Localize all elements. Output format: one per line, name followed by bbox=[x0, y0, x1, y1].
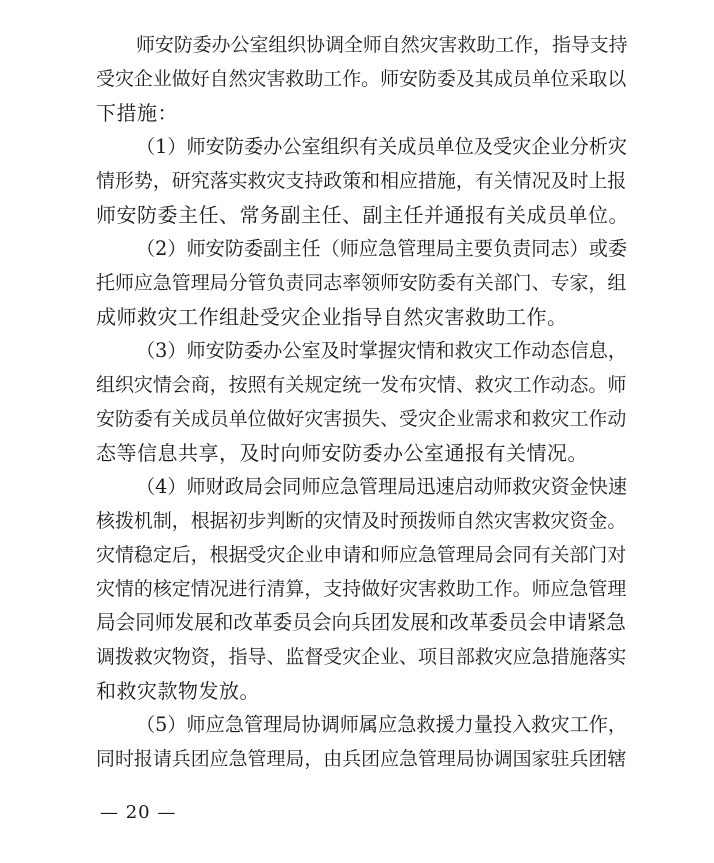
text-line: 师安防委办公室组织协调全师自然灾害救助工作，指导支持 bbox=[136, 34, 628, 56]
text-line: 调拨救灾物资，指导、监督受灾企业、项目部救灾应急措施落实 bbox=[96, 646, 627, 668]
text-line: 组织灾情会商，按照有关规定统一发布灾情、救灾工作动态。师 bbox=[96, 374, 627, 396]
page-number: — 20 — bbox=[100, 802, 177, 823]
text-line: 和救灾款物发放。 bbox=[96, 679, 260, 703]
text-line: 托师应急管理局分管负责同志率领师安防委有关部门、专家，组 bbox=[96, 272, 627, 294]
text-line: （3）师安防委办公室及时掌握灾情和救灾工作动态信息， bbox=[136, 339, 628, 362]
text-line: （1）师安防委办公室组织有关成员单位及受灾企业分析灾 bbox=[136, 135, 628, 158]
text-line: 灾情稳定后，根据受灾企业申请和师应急管理局会同有关部门对 bbox=[96, 544, 627, 566]
text-line: 成师救灾工作组赴受灾企业指导自然灾害救助工作。 bbox=[96, 305, 568, 329]
text-line: （5）师应急管理局协调师属应急救援力量投入救灾工作， bbox=[136, 713, 628, 736]
text-line: 师安防委主任、常务副主任、副主任并通报有关成员单位。 bbox=[96, 203, 629, 227]
text-line: （2）师安防委副主任（师应急管理局主要负责同志）或委 bbox=[136, 237, 628, 260]
text-line: 安防委有关成员单位做好灾害损失、受灾企业需求和救灾工作动 bbox=[96, 408, 627, 430]
text-line: （4）师财政局会同师应急管理局迅速启动师救灾资金快速 bbox=[136, 475, 628, 498]
text-line: 下措施： bbox=[96, 101, 178, 125]
text-line: 局会同师发展和改革委员会向兵团发展和改革委员会申请紧急 bbox=[96, 611, 626, 634]
text-line: 态等信息共享，及时向师安防委办公室通报有关情况。 bbox=[96, 441, 588, 465]
text-line: 情形势，研究落实救灾支持政策和相应措施，有关情况及时上报 bbox=[96, 170, 627, 192]
text-line: 受灾企业做好自然灾害救助工作。师安防委及其成员单位采取以 bbox=[96, 68, 627, 90]
text-line: 同时报请兵团应急管理局，由兵团应急管理局协调国家驻兵团辖 bbox=[96, 748, 627, 770]
text-line: 灾情的核定情况进行清算，支持做好灾害救助工作。师应急管理 bbox=[96, 578, 627, 600]
text-line: 核拨机制，根据初步判断的灾情及时预拨师自然灾害救灾资金。 bbox=[96, 510, 627, 532]
